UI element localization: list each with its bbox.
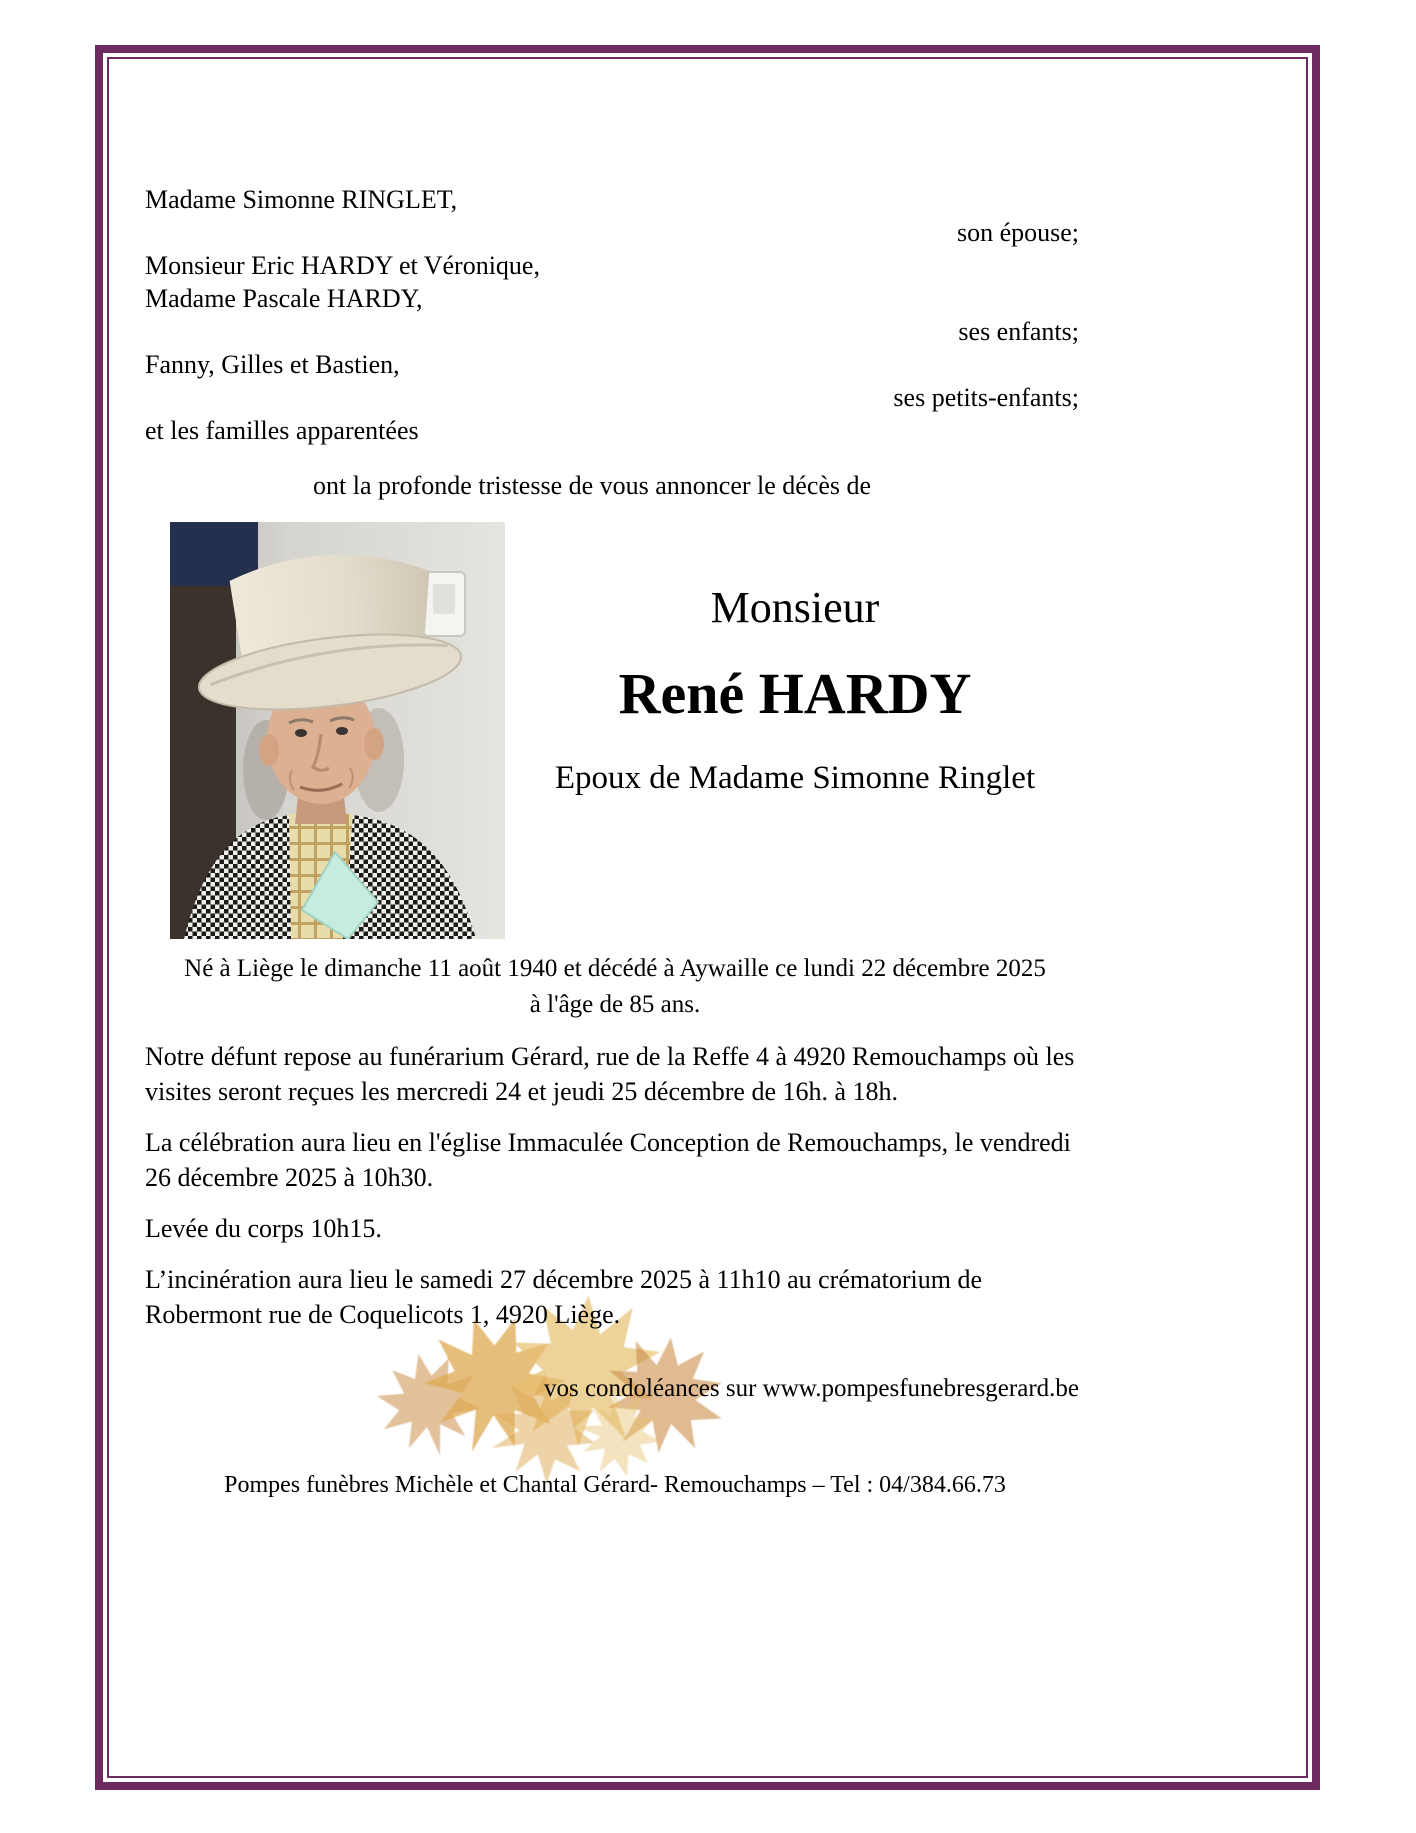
announcement-line: ont la profonde tristesse de vous annoncer le décès de	[313, 471, 872, 500]
grandchildren-relation: ses petits-enfants;	[893, 383, 1079, 412]
notice-content	[109, 59, 1306, 1502]
birth-death-line-2: à l'âge de 85 ans.	[529, 991, 701, 1018]
birth-death-line-1: Né à Liège le dimanche 11 août 1940 et décédé à Aywaille ce lundi 22 décembre 2025	[184, 955, 1046, 982]
birth-death-line	[145, 951, 1085, 1023]
border-frame	[95, 45, 1320, 1790]
ceremony-paragraph: La célébration aura lieu en l'église Immaculée Conception de Remouchamps, le vendredi 26 décembre 2025 à 10h30.	[145, 1128, 1071, 1192]
deceased-header	[505, 522, 1085, 939]
funeral-home-line: Pompes funèbres Michèle et Chantal Gérard- Remouchamps – Tel : 04/384.66.73	[224, 1472, 1006, 1498]
spouse-of-line: Epoux de Madame Simonne Ringlet	[554, 760, 1036, 797]
portrait-photo	[170, 522, 505, 939]
spouse-relation: son épouse;	[956, 218, 1079, 247]
hero-section	[145, 522, 1085, 939]
children-relation: ses enfants;	[958, 317, 1079, 346]
cremation-paragraph: L’incinération aura lieu le samedi 27 décembre 2025 à 11h10 au crématorium de Robermont rue de Coquelicots 1, 4920 Liège.	[145, 1265, 982, 1329]
deceased-title: Monsieur	[710, 583, 880, 632]
families-line: et les familles apparentées	[145, 416, 419, 445]
condolences-line: vos condoléances sur www.pompesfunebresgerard.be	[543, 1375, 1079, 1402]
levee-paragraph: Levée du corps 10h15.	[145, 1214, 382, 1243]
deceased-name: René HARDY	[618, 661, 972, 727]
grandchildren-names: Fanny, Gilles et Bastien,	[145, 350, 400, 379]
child-2-name: Madame Pascale HARDY,	[145, 284, 423, 313]
spouse-name: Madame Simonne RINGLET,	[145, 185, 458, 214]
text-column	[145, 183, 1085, 1502]
child-1-name: Monsieur Eric HARDY et Véronique,	[145, 251, 540, 280]
page	[107, 57, 1308, 1778]
repose-paragraph: Notre défunt repose au funérarium Gérard, rue de la Reffe 4 à 4920 Remouchamps où les visites seront reçues les mercredi 24 et jeudi 25 décembre de 16h. à 18h.	[145, 1042, 1075, 1106]
